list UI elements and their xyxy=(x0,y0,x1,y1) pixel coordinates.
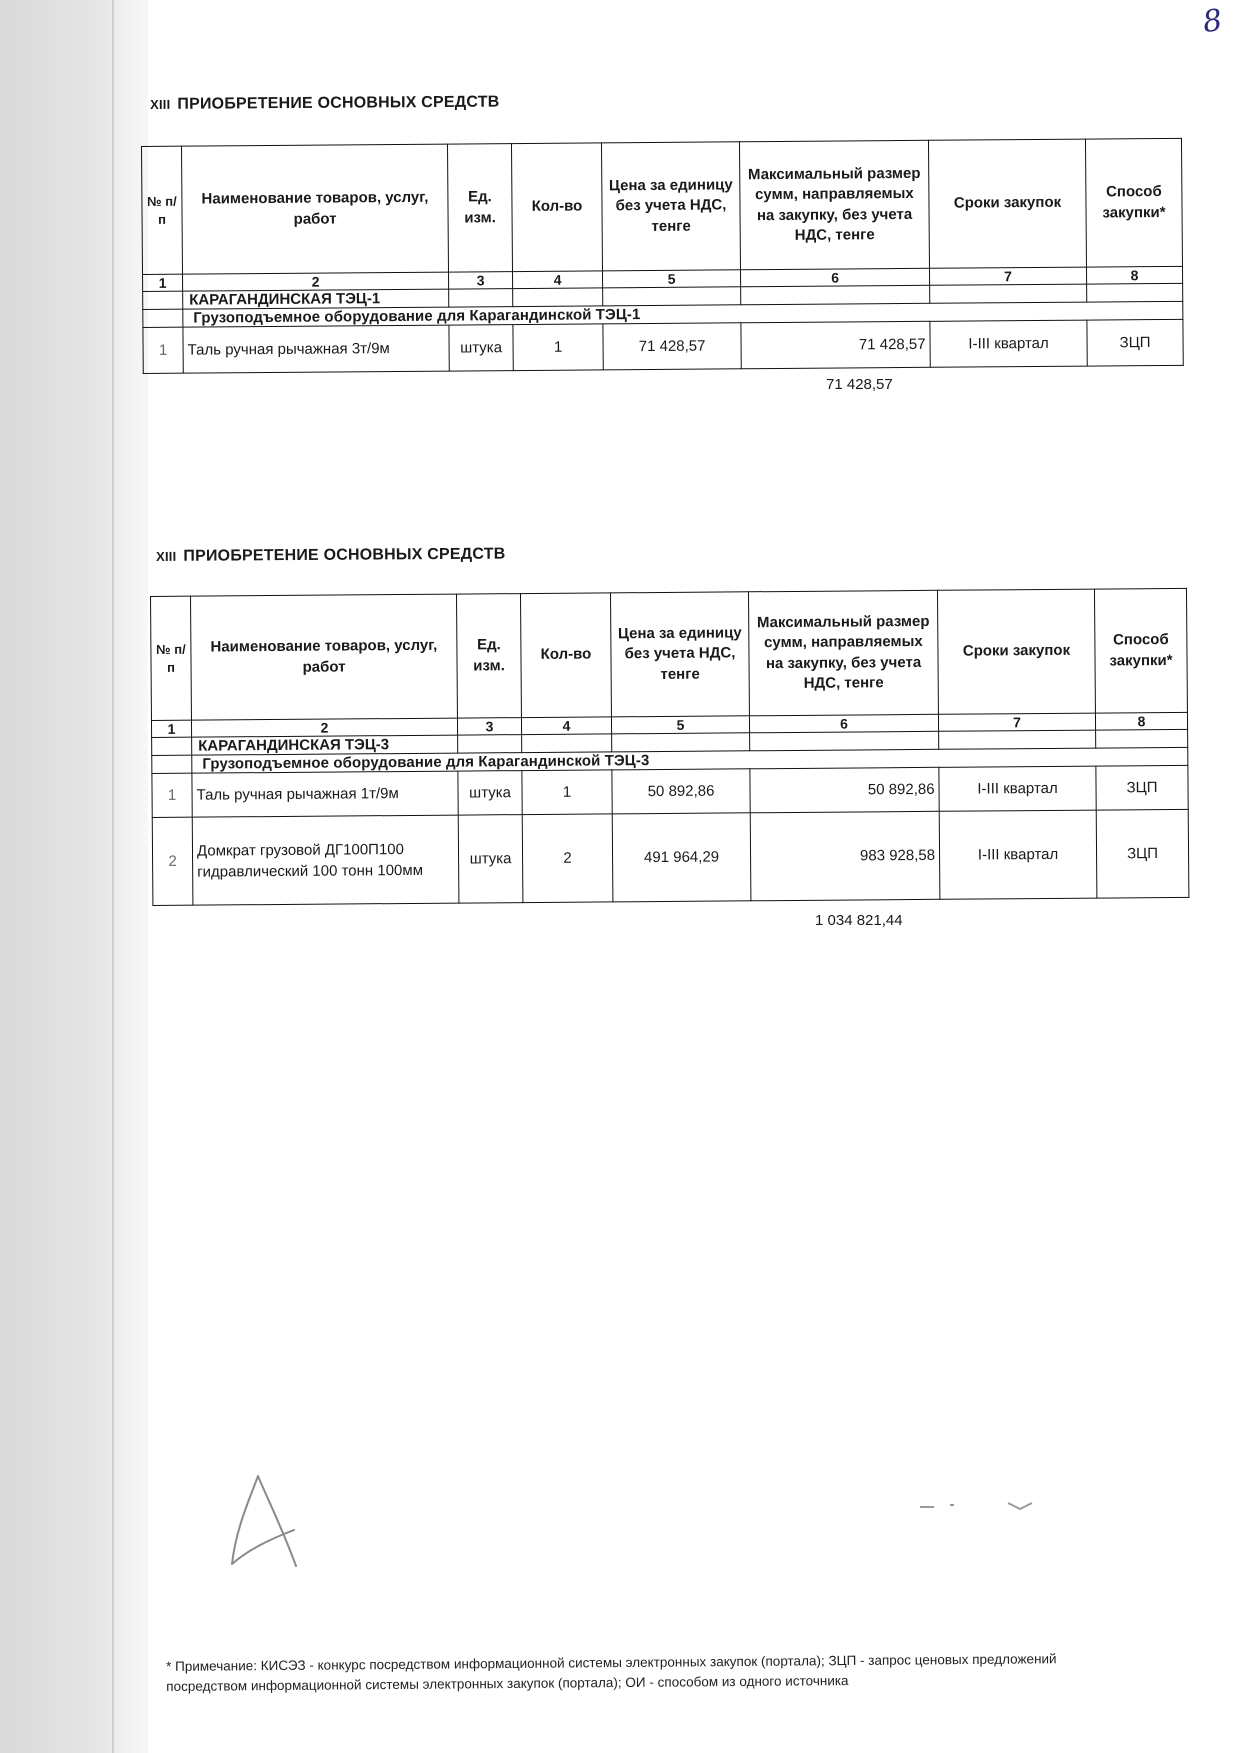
column-number: 3 xyxy=(457,718,521,736)
header-sum: Максимальный размер сумм, направляемых на закупку, без учета НДС, тенге xyxy=(748,590,938,715)
item-period: I-III квартал xyxy=(930,320,1087,367)
footnote: * Примечание: КИСЭЗ - конкурс посредством информационной системы электронных закупок (портала); ЗЦП - запрос ценовых предложений посредством информационной системы электронных закупок (портала); ОИ - способом из одного источника xyxy=(166,1651,1057,1694)
item-unit: штука xyxy=(458,771,522,816)
table-row xyxy=(143,319,1183,373)
item-sum: 983 928,58 xyxy=(750,811,940,900)
item-num: 2 xyxy=(152,817,193,905)
header-method: Способ закупки* xyxy=(1094,588,1187,713)
column-number: 6 xyxy=(740,268,929,286)
item-qty: 1 xyxy=(513,324,603,371)
item-unit: штука xyxy=(458,815,523,903)
scan-left-margin xyxy=(0,0,148,1753)
column-number: 1 xyxy=(143,274,183,291)
column-number: 8 xyxy=(1095,712,1187,730)
column-number: 7 xyxy=(929,267,1086,285)
item-price: 491 964,29 xyxy=(612,813,751,902)
column-number: 2 xyxy=(183,272,449,291)
section-roman-2: XIII xyxy=(156,548,177,564)
org-name: КАРАГАНДИНСКАЯ ТЭЦ-3 xyxy=(192,735,458,755)
section-total-2: 1 034 821,44 xyxy=(815,912,903,929)
item-period: I-III квартал xyxy=(939,766,1096,811)
signature-mark xyxy=(228,1470,318,1570)
procurement-table-1 xyxy=(141,138,1184,374)
table-header-row xyxy=(142,138,1183,274)
item-method: ЗЦП xyxy=(1096,809,1189,898)
group-name: Грузоподъемное оборудование для Карагандинской ТЭЦ-3 xyxy=(192,747,1188,773)
header-num: № п/п xyxy=(142,146,183,274)
item-sum: 71 428,57 xyxy=(741,321,930,368)
item-name: Таль ручная рычажная 1т/9м xyxy=(192,771,458,817)
header-price: Цена за единицу без учета НДС, тенге xyxy=(601,142,740,271)
section-roman-1: XIII xyxy=(150,96,171,112)
item-period: I-III квартал xyxy=(939,810,1097,899)
column-number: 4 xyxy=(512,271,602,289)
item-method: ЗЦП xyxy=(1087,319,1183,366)
column-number: 5 xyxy=(611,716,749,734)
item-unit: штука xyxy=(449,325,513,372)
header-unit: Ед. изм. xyxy=(456,594,521,718)
section-title-text-1: ПРИОБРЕТЕНИЕ ОСНОВНЫХ СРЕДСТВ xyxy=(177,93,500,113)
table-row xyxy=(152,809,1189,905)
item-sum: 50 892,86 xyxy=(750,767,939,812)
item-price: 50 892,86 xyxy=(612,769,750,814)
header-num: № п/п xyxy=(151,596,192,720)
item-num: 1 xyxy=(143,327,183,373)
item-name: Таль ручная рычажная 3т/9м xyxy=(183,325,449,373)
column-number: 7 xyxy=(938,713,1095,731)
header-qty: Кол-во xyxy=(511,143,602,272)
org-name: КАРАГАНДИНСКАЯ ТЭЦ-1 xyxy=(183,289,449,309)
header-period: Сроки закупок xyxy=(937,589,1095,714)
header-period: Сроки закупок xyxy=(928,139,1086,268)
section-total-1: 71 428,57 xyxy=(826,376,893,393)
table-header-row xyxy=(151,588,1188,720)
page-number: 8 xyxy=(1200,2,1225,41)
scan-specks xyxy=(920,1495,1060,1515)
group-name: Грузоподъемное оборудование для Карагандинской ТЭЦ-1 xyxy=(183,301,1183,327)
column-number: 6 xyxy=(749,714,938,732)
item-method: ЗЦП xyxy=(1096,765,1188,810)
header-sum: Максимальный размер сумм, направляемых на закупку, без учета НДС, тенге xyxy=(739,140,929,269)
column-number: 8 xyxy=(1086,266,1182,284)
header-name: Наименование товаров, услуг, работ xyxy=(191,594,458,720)
item-qty: 2 xyxy=(522,814,613,903)
header-unit: Ед. изм. xyxy=(447,144,512,272)
item-price: 71 428,57 xyxy=(603,323,741,370)
item-qty: 1 xyxy=(522,770,612,815)
header-method: Способ закупки* xyxy=(1085,138,1182,267)
header-name: Наименование товаров, услуг, работ xyxy=(182,144,449,274)
column-number: 2 xyxy=(191,718,457,737)
item-name: Домкрат грузовой ДГ100П100 гидравлический 100 тонн 100мм xyxy=(192,815,459,905)
column-number: 3 xyxy=(448,272,512,290)
item-num: 1 xyxy=(152,773,192,817)
header-price: Цена за единицу без учета НДС, тенге xyxy=(610,592,749,717)
procurement-table-2 xyxy=(150,588,1189,906)
section-title-text-2: ПРИОБРЕТЕНИЕ ОСНОВНЫХ СРЕДСТВ xyxy=(183,545,506,565)
column-number: 4 xyxy=(521,717,611,735)
header-qty: Кол-во xyxy=(520,593,611,718)
column-number: 5 xyxy=(602,270,740,288)
column-number: 1 xyxy=(151,720,191,737)
section-title-2 xyxy=(156,546,505,566)
section-title-1 xyxy=(150,94,499,114)
